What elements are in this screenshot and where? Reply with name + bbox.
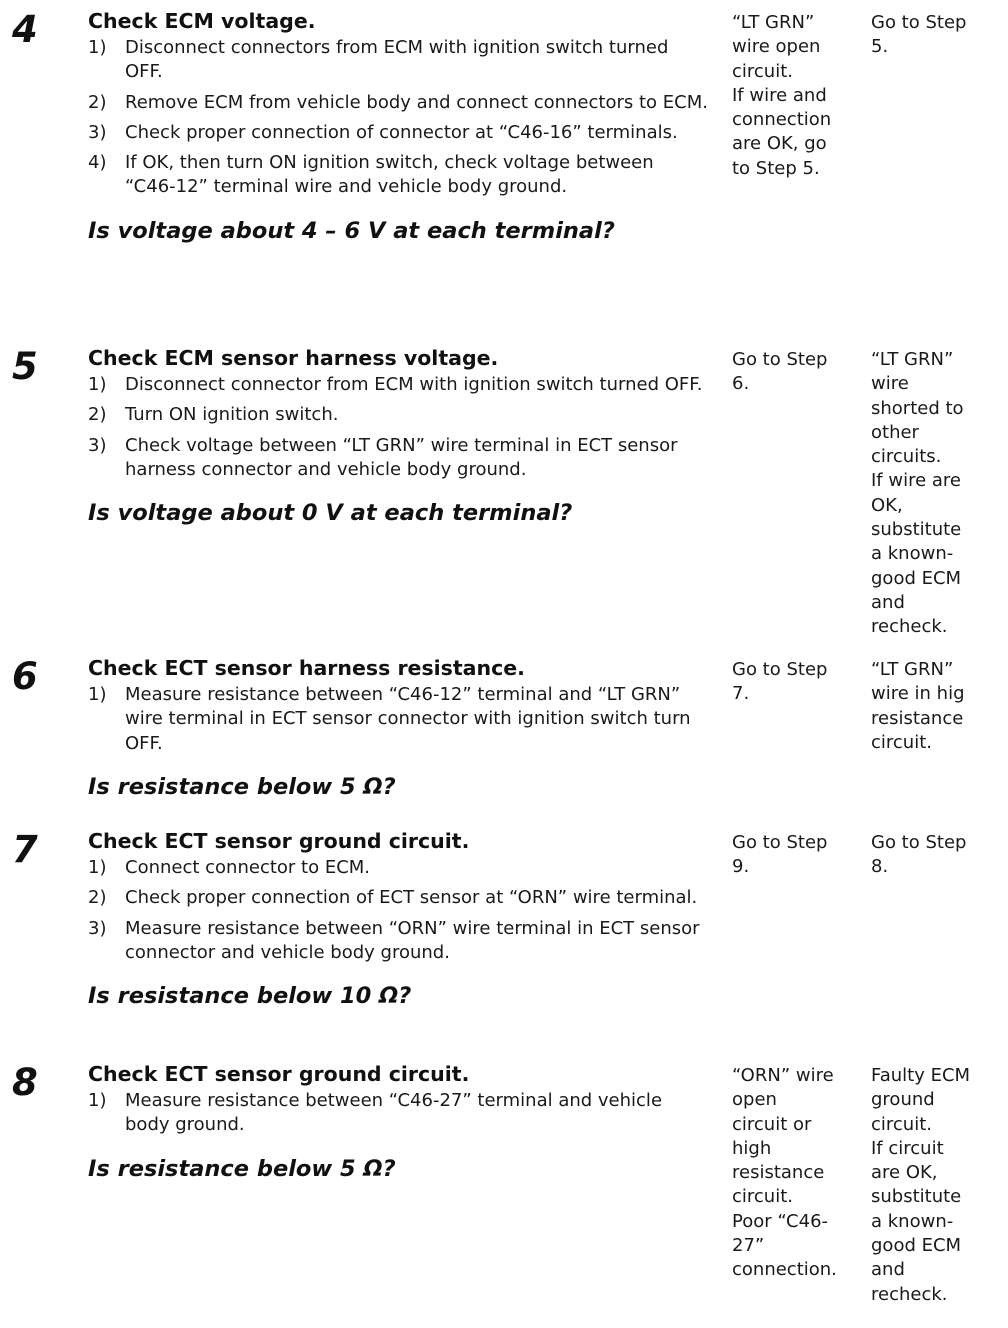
substep-marker: 1) [88, 1090, 107, 1111]
no-result: Go to Step 8. [871, 832, 967, 878]
substep-marker: 1) [88, 374, 107, 395]
yes-result: Go to Step 6. [732, 349, 828, 395]
step-heading: Check ECT sensor harness resistance. [88, 656, 525, 680]
substep-marker: 3) [88, 917, 107, 939]
no-result: “LT GRN” wire in hig resistance circuit. [871, 659, 965, 753]
step-number: 6 [12, 655, 38, 698]
substep-text: If OK, then turn ON ignition switch, check voltage between “C46-12” terminal wire and vehicle body ground. [125, 152, 654, 198]
substep-marker: 3) [88, 121, 107, 143]
substep-list [88, 373, 708, 482]
substep [88, 151, 708, 200]
step-number: 5 [12, 345, 38, 388]
substep [88, 91, 708, 115]
step-heading: Check ECT sensor ground circuit. [88, 1062, 470, 1086]
yes-result: “LT GRN” wire open circuit. If wire and connection are OK, go to Step 5. [732, 12, 832, 179]
step-action [88, 828, 708, 1011]
step-question: Is resistance below 5 Ω? [88, 1155, 396, 1182]
substep [88, 683, 708, 756]
no-result: “LT GRN” wire shorted to other circuits. If wire are OK, substitute a known- good ECM and recheck. [871, 349, 964, 638]
step-action [88, 8, 708, 246]
yes-result: Go to Step 7. [732, 659, 828, 705]
step-question: Is voltage about 0 V at each terminal? [88, 500, 573, 527]
substep [88, 434, 708, 483]
substep-text: Disconnect connector from ECM with ignition switch turned OFF. [125, 374, 703, 395]
substep-text: Measure resistance between “C46-27” terminal and vehicle body ground. [125, 1090, 663, 1136]
substep [88, 403, 708, 427]
step-heading: Check ECM voltage. [88, 9, 316, 33]
substep-marker: 3) [88, 434, 107, 456]
substep-list [88, 683, 708, 756]
substep-text: Remove ECM from vehicle body and connect connectors to ECM. [125, 91, 708, 113]
substep-marker: 1) [88, 37, 107, 58]
substep [88, 1089, 708, 1138]
step-question: Is voltage about 4 – 6 V at each terminal? [88, 217, 615, 244]
substep-text: Disconnect connectors from ECM with ignition switch turned OFF. [125, 37, 669, 83]
step-action [88, 1061, 708, 1184]
step-question: Is resistance below 10 Ω? [88, 983, 412, 1010]
step-question: Is resistance below 5 Ω? [88, 773, 396, 800]
no-result: Go to Step 5. [871, 12, 967, 58]
substep-marker: 1) [88, 857, 107, 878]
substep-text: Turn ON ignition switch. [125, 404, 339, 426]
substep-list [88, 36, 708, 200]
yes-result: Go to Step 9. [732, 832, 828, 878]
substep [88, 373, 708, 397]
step-heading: Check ECM sensor harness voltage. [88, 346, 499, 370]
substep [88, 917, 708, 966]
substep-text: Measure resistance between “ORN” wire terminal in ECT sensor connector and vehicle body ground. [125, 917, 700, 963]
yes-result: “ORN” wire open circuit or high resistance circuit. Poor “C46- 27” connection. [732, 1065, 837, 1281]
substep-text: Check voltage between “LT GRN” wire terminal in ECT sensor harness connector and vehicle body ground. [125, 434, 678, 480]
substep-list [88, 856, 708, 965]
step-number: 4 [12, 8, 38, 51]
substep [88, 36, 708, 85]
step-number: 7 [12, 828, 38, 871]
substep-text: Check proper connection of connector at “C46-16” terminals. [125, 121, 678, 143]
substep-marker: 4) [88, 152, 107, 174]
substep-marker: 2) [88, 404, 107, 426]
substep [88, 886, 708, 910]
step-action [88, 655, 708, 802]
step-action [88, 345, 708, 528]
substep-text: Connect connector to ECM. [125, 857, 371, 878]
step-heading: Check ECT sensor ground circuit. [88, 829, 470, 853]
substep-marker: 2) [88, 887, 107, 909]
substep-marker: 1) [88, 684, 107, 705]
substep-marker: 2) [88, 91, 107, 113]
substep [88, 121, 708, 145]
substep-text: Measure resistance between “C46-12” terminal and “LT GRN” wire terminal in ECT sensor connector with ignition switch turn OFF. [125, 684, 691, 754]
substep [88, 856, 708, 880]
substep-text: Check proper connection of ECT sensor at “ORN” wire terminal. [125, 887, 698, 909]
substep-list [88, 1089, 708, 1138]
no-result: Faulty ECM ground circuit. If circuit are OK, substitute a known- good ECM and recheck. [871, 1065, 971, 1305]
step-number: 8 [12, 1061, 38, 1104]
